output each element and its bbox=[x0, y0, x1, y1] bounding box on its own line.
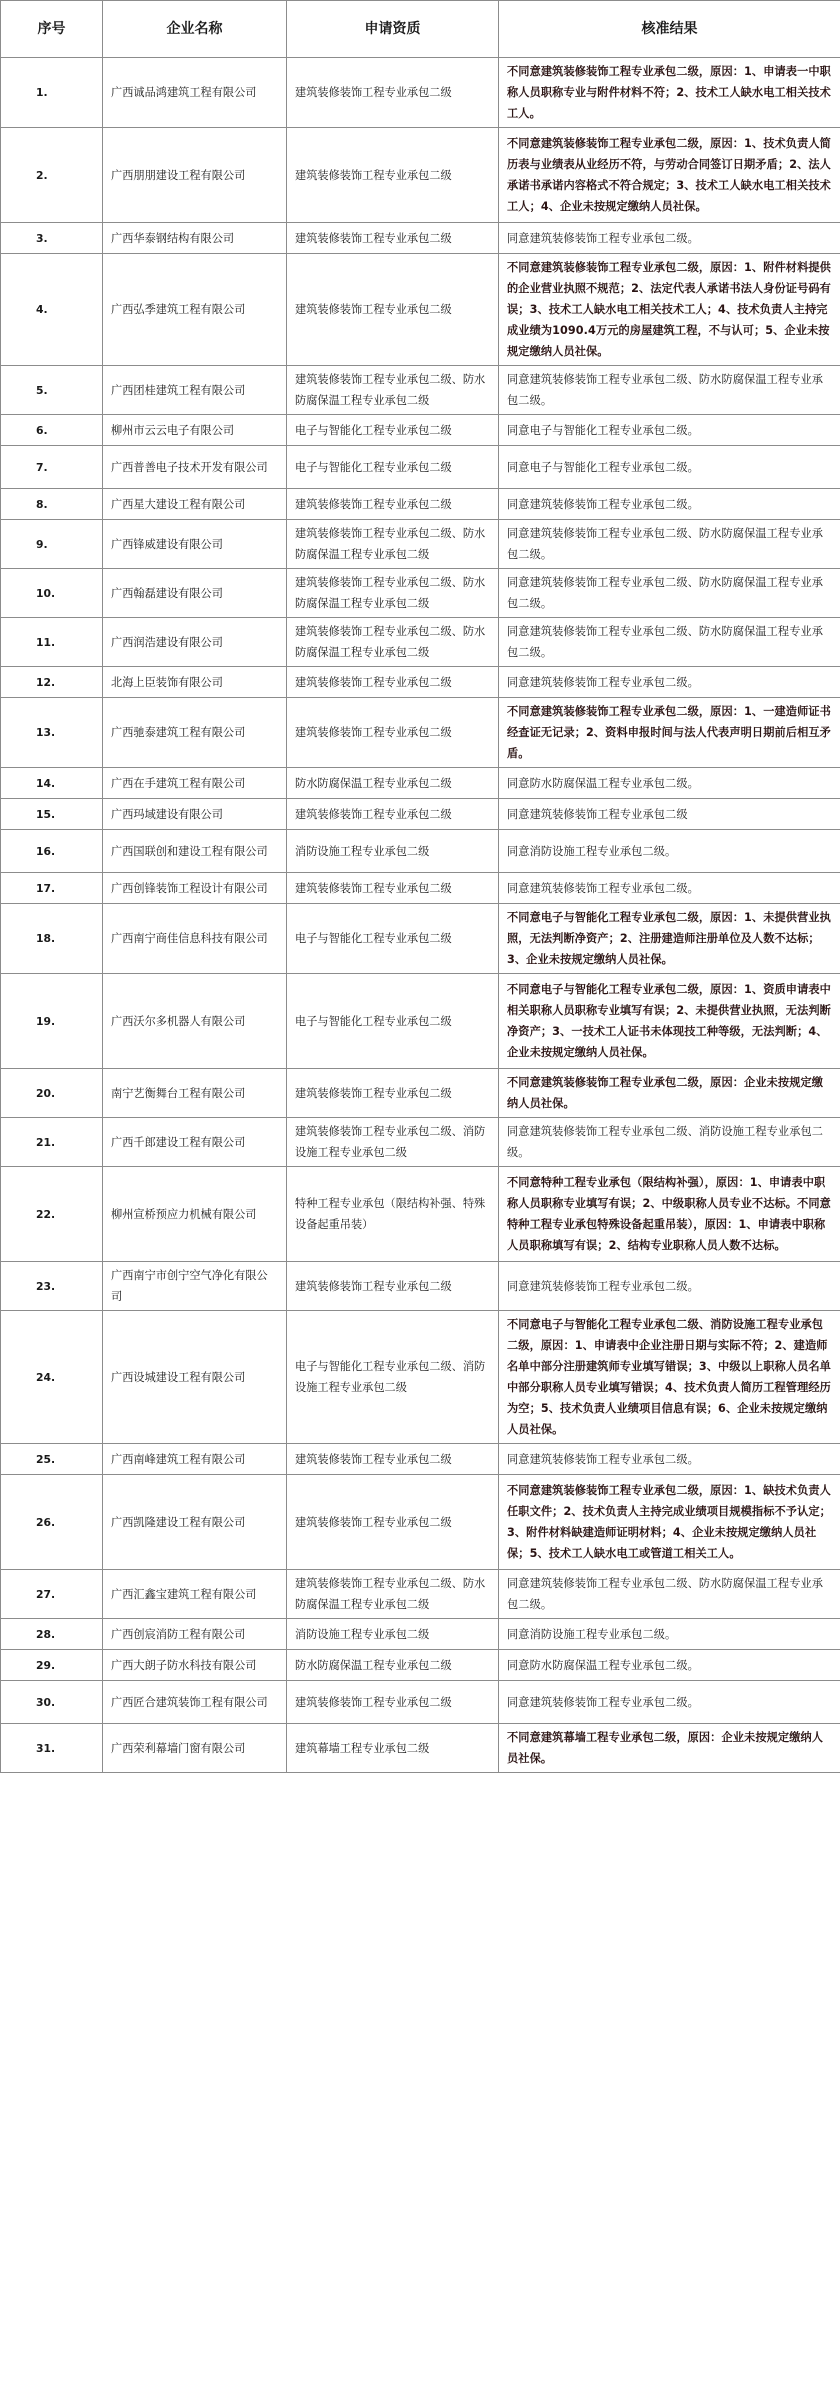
qualification-cell: 建筑装修装饰工程专业承包二级 bbox=[287, 1069, 499, 1118]
result-cell: 同意建筑装修装饰工程专业承包二级、防水防腐保温工程专业承包二级。 bbox=[499, 618, 840, 667]
result-cell: 同意建筑装修装饰工程专业承包二级。 bbox=[499, 223, 840, 254]
header-serial: 序号 bbox=[1, 1, 103, 58]
result-cell: 同意建筑装修装饰工程专业承包二级、防水防腐保温工程专业承包二级。 bbox=[499, 569, 840, 618]
result-cell: 不同意建筑装修装饰工程专业承包二级，原因：1、技术负责人简历表与业绩表从业经历不符，与劳动合同签订日期矛盾；2、法人承诺书承诺内容格式不符合规定；3、技术工人缺水电工相关技术工人；4、企业未按规定缴纳人员社保。 bbox=[499, 128, 840, 223]
table-row bbox=[1, 1069, 840, 1118]
result-cell: 不同意电子与智能化工程专业承包二级，原因：1、资质申请表中相关职称人员职称专业填写有误；2、未提供营业执照，无法判断净资产；3、一技术工人证书未体现技工种等级，无法判断；4、企业未按规定缴纳人员社保。 bbox=[499, 974, 840, 1069]
serial-cell: 18. bbox=[1, 904, 103, 974]
qualification-cell: 建筑装修装饰工程专业承包二级、防水防腐保温工程专业承包二级 bbox=[287, 366, 499, 415]
serial-cell: 30. bbox=[1, 1681, 103, 1724]
table-row bbox=[1, 768, 840, 799]
table-row bbox=[1, 974, 840, 1069]
result-cell: 同意建筑装修装饰工程专业承包二级、防水防腐保温工程专业承包二级。 bbox=[499, 366, 840, 415]
result-cell: 不同意建筑装修装饰工程专业承包二级，原因：1、缺技术负责人任职文件；2、技术负责人主持完成业绩项目规模指标不予认定；3、附件材料缺建造师证明材料；4、企业未按规定缴纳人员社保；5、技术工人缺水电工或管道工相关工人。 bbox=[499, 1475, 840, 1570]
company-cell: 广西荣利幕墙门窗有限公司 bbox=[103, 1724, 287, 1773]
serial-cell: 21. bbox=[1, 1118, 103, 1167]
result-cell: 不同意建筑幕墙工程专业承包二级，原因：企业未按规定缴纳人员社保。 bbox=[499, 1724, 840, 1773]
serial-cell: 22. bbox=[1, 1167, 103, 1262]
table-row bbox=[1, 698, 840, 768]
company-cell: 广西沃尔多机器人有限公司 bbox=[103, 974, 287, 1069]
company-cell: 广西华泰钢结构有限公司 bbox=[103, 223, 287, 254]
serial-cell: 2. bbox=[1, 128, 103, 223]
serial-cell: 28. bbox=[1, 1619, 103, 1650]
serial-cell: 25. bbox=[1, 1444, 103, 1475]
company-cell: 广西团桂建筑工程有限公司 bbox=[103, 366, 287, 415]
result-cell: 同意建筑装修装饰工程专业承包二级、消防设施工程专业承包二级。 bbox=[499, 1118, 840, 1167]
qualification-cell: 建筑装修装饰工程专业承包二级 bbox=[287, 58, 499, 128]
table-row bbox=[1, 1475, 840, 1570]
company-cell: 广西千郎建设工程有限公司 bbox=[103, 1118, 287, 1167]
serial-cell: 29. bbox=[1, 1650, 103, 1681]
table-row bbox=[1, 254, 840, 366]
company-cell: 广西南宁商佳信息科技有限公司 bbox=[103, 904, 287, 974]
serial-cell: 4. bbox=[1, 254, 103, 366]
qualification-cell: 建筑装修装饰工程专业承包二级 bbox=[287, 1262, 499, 1311]
company-cell: 广西匠合建筑装饰工程有限公司 bbox=[103, 1681, 287, 1724]
table-row bbox=[1, 446, 840, 489]
qualification-cell: 建筑装修装饰工程专业承包二级 bbox=[287, 489, 499, 520]
qualification-cell: 建筑装修装饰工程专业承包二级、防水防腐保温工程专业承包二级 bbox=[287, 1570, 499, 1619]
company-cell: 广西弘季建筑工程有限公司 bbox=[103, 254, 287, 366]
table-row bbox=[1, 366, 840, 415]
result-cell: 同意建筑装修装饰工程专业承包二级。 bbox=[499, 1262, 840, 1311]
result-cell: 同意防水防腐保温工程专业承包二级。 bbox=[499, 768, 840, 799]
qualification-cell: 消防设施工程专业承包二级 bbox=[287, 830, 499, 873]
qualification-cell: 建筑装修装饰工程专业承包二级、防水防腐保温工程专业承包二级 bbox=[287, 618, 499, 667]
header-qualification: 申请资质 bbox=[287, 1, 499, 58]
qualification-cell: 建筑装修装饰工程专业承包二级 bbox=[287, 799, 499, 830]
table-row bbox=[1, 904, 840, 974]
qualification-cell: 建筑装修装饰工程专业承包二级、防水防腐保温工程专业承包二级 bbox=[287, 569, 499, 618]
table-row bbox=[1, 1444, 840, 1475]
table-header-row bbox=[1, 1, 840, 58]
result-cell: 不同意建筑装修装饰工程专业承包二级，原因：1、申请表一中职称人员职称专业与附件材料不符；2、技术工人缺水电工相关技术工人。 bbox=[499, 58, 840, 128]
company-cell: 广西翰磊建设有限公司 bbox=[103, 569, 287, 618]
qualification-cell: 防水防腐保温工程专业承包二级 bbox=[287, 1650, 499, 1681]
result-cell: 同意消防设施工程专业承包二级。 bbox=[499, 1619, 840, 1650]
qualification-cell: 建筑装修装饰工程专业承包二级 bbox=[287, 698, 499, 768]
serial-cell: 10. bbox=[1, 569, 103, 618]
serial-cell: 26. bbox=[1, 1475, 103, 1570]
qualification-cell: 防水防腐保温工程专业承包二级 bbox=[287, 768, 499, 799]
table-row bbox=[1, 1167, 840, 1262]
company-cell: 广西普善电子技术开发有限公司 bbox=[103, 446, 287, 489]
qualification-cell: 建筑幕墙工程专业承包二级 bbox=[287, 1724, 499, 1773]
table-row bbox=[1, 223, 840, 254]
table-row bbox=[1, 1570, 840, 1619]
serial-cell: 7. bbox=[1, 446, 103, 489]
serial-cell: 19. bbox=[1, 974, 103, 1069]
serial-cell: 14. bbox=[1, 768, 103, 799]
company-cell: 广西设城建设工程有限公司 bbox=[103, 1311, 287, 1444]
company-cell: 广西锋威建设有限公司 bbox=[103, 520, 287, 569]
table-row bbox=[1, 873, 840, 904]
table-row bbox=[1, 1262, 840, 1311]
result-cell: 不同意电子与智能化工程专业承包二级、消防设施工程专业承包二级，原因：1、申请表中企业注册日期与实际不符；2、建造师名单中部分注册建筑师专业填写错误；3、中级以上职称人员名单中部分职称人员专业填写错误；4、技术负责人简历工程管理经历为空；5、技术负责人业绩项目信息有误；6、企业未按规定缴纳人员社保。 bbox=[499, 1311, 840, 1444]
qualification-cell: 建筑装修装饰工程专业承包二级 bbox=[287, 1444, 499, 1475]
company-cell: 广西南宁市创宁空气净化有限公司 bbox=[103, 1262, 287, 1311]
result-cell: 同意建筑装修装饰工程专业承包二级、防水防腐保温工程专业承包二级。 bbox=[499, 520, 840, 569]
result-cell: 不同意建筑装修装饰工程专业承包二级，原因：1、一建造师证书经查证无记录；2、资料申报时间与法人代表声明日期前后相互矛盾。 bbox=[499, 698, 840, 768]
company-cell: 广西驰泰建筑工程有限公司 bbox=[103, 698, 287, 768]
qualification-cell: 建筑装修装饰工程专业承包二级 bbox=[287, 873, 499, 904]
qualification-cell: 建筑装修装饰工程专业承包二级、消防设施工程专业承包二级 bbox=[287, 1118, 499, 1167]
header-company: 企业名称 bbox=[103, 1, 287, 58]
serial-cell: 31. bbox=[1, 1724, 103, 1773]
result-cell: 同意建筑装修装饰工程专业承包二级。 bbox=[499, 873, 840, 904]
table-row bbox=[1, 830, 840, 873]
serial-cell: 12. bbox=[1, 667, 103, 698]
qualification-cell: 电子与智能化工程专业承包二级、消防设施工程专业承包二级 bbox=[287, 1311, 499, 1444]
result-cell: 同意电子与智能化工程专业承包二级。 bbox=[499, 446, 840, 489]
company-cell: 广西创锋装饰工程设计有限公司 bbox=[103, 873, 287, 904]
qualification-cell: 电子与智能化工程专业承包二级 bbox=[287, 446, 499, 489]
table-row bbox=[1, 58, 840, 128]
qualification-cell: 消防设施工程专业承包二级 bbox=[287, 1619, 499, 1650]
serial-cell: 13. bbox=[1, 698, 103, 768]
result-cell: 同意建筑装修装饰工程专业承包二级 bbox=[499, 799, 840, 830]
company-cell: 广西南峰建筑工程有限公司 bbox=[103, 1444, 287, 1475]
company-cell: 广西国联创和建设工程有限公司 bbox=[103, 830, 287, 873]
table-row bbox=[1, 1681, 840, 1724]
serial-cell: 24. bbox=[1, 1311, 103, 1444]
company-cell: 柳州市云云电子有限公司 bbox=[103, 415, 287, 446]
result-cell: 同意建筑装修装饰工程专业承包二级。 bbox=[499, 1681, 840, 1724]
table-row bbox=[1, 128, 840, 223]
result-cell: 同意电子与智能化工程专业承包二级。 bbox=[499, 415, 840, 446]
header-result: 核准结果 bbox=[499, 1, 840, 58]
table-row bbox=[1, 489, 840, 520]
qualification-cell: 建筑装修装饰工程专业承包二级、防水防腐保温工程专业承包二级 bbox=[287, 520, 499, 569]
serial-cell: 1. bbox=[1, 58, 103, 128]
result-cell: 同意消防设施工程专业承包二级。 bbox=[499, 830, 840, 873]
serial-cell: 11. bbox=[1, 618, 103, 667]
result-cell: 不同意电子与智能化工程专业承包二级，原因：1、未提供营业执照，无法判断净资产；2、注册建造师注册单位及人数不达标；3、企业未按规定缴纳人员社保。 bbox=[499, 904, 840, 974]
result-cell: 同意建筑装修装饰工程专业承包二级。 bbox=[499, 667, 840, 698]
serial-cell: 5. bbox=[1, 366, 103, 415]
serial-cell: 8. bbox=[1, 489, 103, 520]
table-row bbox=[1, 415, 840, 446]
serial-cell: 3. bbox=[1, 223, 103, 254]
qualification-cell: 特种工程专业承包（限结构补强、特殊设备起重吊装） bbox=[287, 1167, 499, 1262]
qualification-cell: 电子与智能化工程专业承包二级 bbox=[287, 974, 499, 1069]
result-cell: 不同意建筑装修装饰工程专业承包二级，原因：企业未按规定缴纳人员社保。 bbox=[499, 1069, 840, 1118]
result-cell: 同意建筑装修装饰工程专业承包二级、防水防腐保温工程专业承包二级。 bbox=[499, 1570, 840, 1619]
serial-cell: 20. bbox=[1, 1069, 103, 1118]
company-cell: 广西在手建筑工程有限公司 bbox=[103, 768, 287, 799]
company-cell: 广西汇鑫宝建筑工程有限公司 bbox=[103, 1570, 287, 1619]
result-cell: 同意建筑装修装饰工程专业承包二级。 bbox=[499, 1444, 840, 1475]
table-row bbox=[1, 667, 840, 698]
table-row bbox=[1, 1650, 840, 1681]
serial-cell: 17. bbox=[1, 873, 103, 904]
table-row bbox=[1, 1118, 840, 1167]
serial-cell: 6. bbox=[1, 415, 103, 446]
serial-cell: 23. bbox=[1, 1262, 103, 1311]
table-row bbox=[1, 520, 840, 569]
serial-cell: 27. bbox=[1, 1570, 103, 1619]
company-cell: 广西诚品鸿建筑工程有限公司 bbox=[103, 58, 287, 128]
qualification-cell: 建筑装修装饰工程专业承包二级 bbox=[287, 1475, 499, 1570]
qualification-cell: 建筑装修装饰工程专业承包二级 bbox=[287, 254, 499, 366]
result-cell: 不同意特种工程专业承包（限结构补强），原因：1、申请表中职称人员职称专业填写有误；2、中级职称人员专业不达标。不同意特种工程专业承包特殊设备起重吊装），原因：1、申请表中职称人员职称填写有误；2、结构专业职称人员人数不达标。 bbox=[499, 1167, 840, 1262]
qualification-cell: 电子与智能化工程专业承包二级 bbox=[287, 415, 499, 446]
table-row bbox=[1, 1311, 840, 1444]
company-cell: 广西星大建设工程有限公司 bbox=[103, 489, 287, 520]
serial-cell: 9. bbox=[1, 520, 103, 569]
company-cell: 广西玛域建设有限公司 bbox=[103, 799, 287, 830]
table-row bbox=[1, 1724, 840, 1773]
qualification-cell: 建筑装修装饰工程专业承包二级 bbox=[287, 667, 499, 698]
company-cell: 广西创宸消防工程有限公司 bbox=[103, 1619, 287, 1650]
serial-cell: 15. bbox=[1, 799, 103, 830]
company-cell: 广西大朗子防水科技有限公司 bbox=[103, 1650, 287, 1681]
qualification-cell: 电子与智能化工程专业承包二级 bbox=[287, 904, 499, 974]
qualification-cell: 建筑装修装饰工程专业承包二级 bbox=[287, 223, 499, 254]
company-cell: 南宁艺衡舞台工程有限公司 bbox=[103, 1069, 287, 1118]
company-cell: 广西润浩建设有限公司 bbox=[103, 618, 287, 667]
table-row bbox=[1, 618, 840, 667]
qualification-cell: 建筑装修装饰工程专业承包二级 bbox=[287, 1681, 499, 1724]
result-cell: 同意建筑装修装饰工程专业承包二级。 bbox=[499, 489, 840, 520]
company-cell: 柳州宣桥预应力机械有限公司 bbox=[103, 1167, 287, 1262]
qualification-cell: 建筑装修装饰工程专业承包二级 bbox=[287, 128, 499, 223]
result-cell: 不同意建筑装修装饰工程专业承包二级，原因：1、附件材料提供的企业营业执照不规范；2、法定代表人承诺书法人身份证号码有误；3、技术工人缺水电工相关技术工人；4、技术负责人主持完成业绩为1090.4万元的房屋建筑工程，不与认可；5、企业未按规定缴纳人员社保。 bbox=[499, 254, 840, 366]
result-cell: 同意防水防腐保温工程专业承包二级。 bbox=[499, 1650, 840, 1681]
table-row bbox=[1, 569, 840, 618]
serial-cell: 16. bbox=[1, 830, 103, 873]
table-row bbox=[1, 799, 840, 830]
company-cell: 广西朋朋建设工程有限公司 bbox=[103, 128, 287, 223]
table-row bbox=[1, 1619, 840, 1650]
company-cell: 北海上臣装饰有限公司 bbox=[103, 667, 287, 698]
company-cell: 广西凯隆建设工程有限公司 bbox=[103, 1475, 287, 1570]
